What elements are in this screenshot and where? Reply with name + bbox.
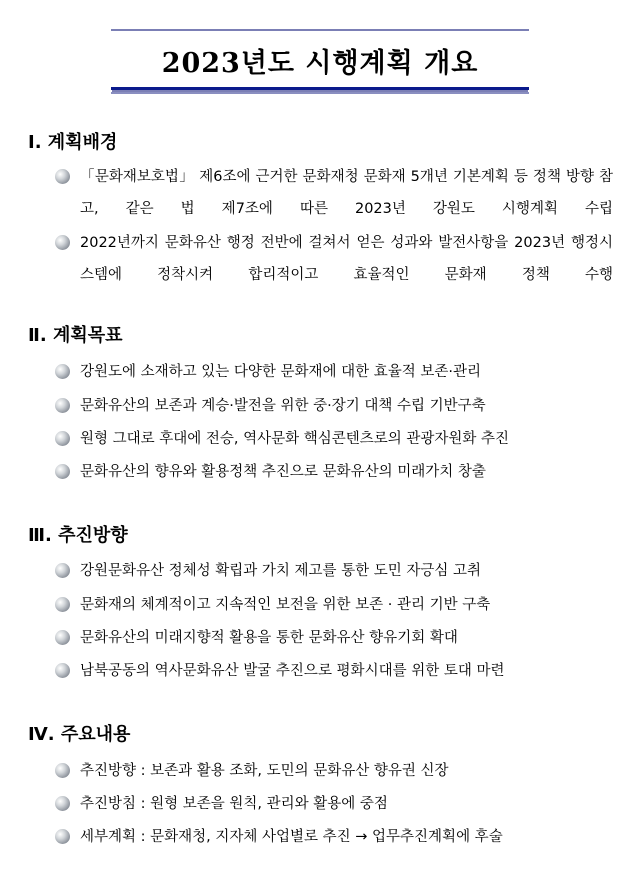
list-item: 세부계획 : 문화재청, 지자체 사업별로 추진 → 업무추진계획에 후술 (52, 821, 613, 853)
bullet-icon (55, 563, 70, 578)
list-item: 문화유산의 향유와 활용정책 추진으로 문화유산의 미래가치 창출 (52, 456, 613, 488)
list-item: 강원도에 소재하고 있는 다양한 문화재에 대한 효율적 보존·관리 (52, 356, 613, 388)
section-heading-contents: Ⅳ. 주요내용 (28, 724, 131, 745)
list-item: 「문화재보호법」 제6조에 근거한 문화재청 문화재 5개년 기본계획 등 정책 방향 참고, 같은 법 제7조에 따른 2023년 강원도 시행계획 수립 (52, 161, 613, 225)
section-heading-direction: Ⅲ. 추진방향 (28, 525, 128, 546)
bullet-icon (55, 597, 70, 612)
page-title: 2023년도 시행계획 개요 (161, 48, 479, 79)
list-item: 강원문화유산 정체성 확립과 가치 제고를 통한 도민 자긍심 고취 (52, 555, 613, 587)
list-item: 남북공동의 역사문화유산 발굴 추진으로 평화시대를 위한 토대 마련 (52, 655, 613, 687)
section-heading-goals: Ⅱ. 계획목표 (28, 325, 123, 346)
list-item: 원형 그대로 후대에 전승, 역사문화 핵심콘텐츠로의 관광자원화 추진 (52, 423, 613, 455)
bullet-icon (55, 464, 70, 479)
bullet-icon (55, 169, 70, 184)
bullet-icon (55, 763, 70, 778)
title-underline (111, 92, 529, 94)
list-item: 2022년까지 문화유산 행정 전반에 걸쳐서 얻은 성과와 발전사항을 2023년 행정시스템에 정착시켜 합리적이고 효율적인 문화재 정책 수행 (52, 227, 613, 291)
bullet-icon (55, 663, 70, 678)
bullet-icon (55, 235, 70, 250)
bullet-icon (55, 431, 70, 446)
bullet-icon (55, 398, 70, 413)
list-item: 추진방향 : 보존과 활용 조화, 도민의 문화유산 향유권 신장 (52, 755, 613, 787)
section-heading-background: Ⅰ. 계획배경 (28, 132, 118, 153)
bullet-icon (55, 364, 70, 379)
list-item: 문화재의 체계적이고 지속적인 보전을 위한 보존 · 관리 기반 구축 (52, 589, 613, 621)
list-item: 문화유산의 보존과 계승·발전을 위한 중·장기 대책 수립 기반구축 (52, 390, 613, 422)
list-item: 문화유산의 미래지향적 활용을 통한 문화유산 향유기회 확대 (52, 622, 613, 654)
bullet-icon (55, 630, 70, 645)
bullet-icon (55, 796, 70, 811)
title-box (111, 29, 529, 90)
list-item: 추진방침 : 원형 보존을 원칙, 관리와 활용에 중점 (52, 788, 613, 820)
bullet-icon (55, 829, 70, 844)
